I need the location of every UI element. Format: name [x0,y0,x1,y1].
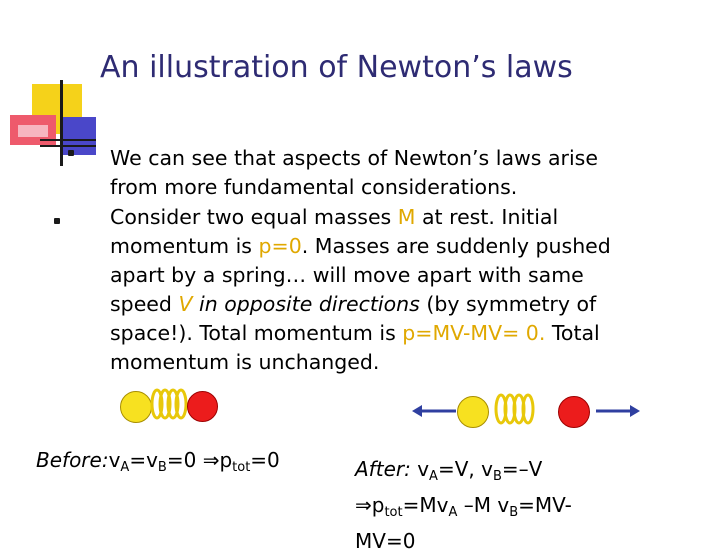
bullet-text-2: Consider two equal masses M at rest. Initial momentum is p=0. Masses are suddenly pushed apart by a spring… will move apart with same speed V in opposite directions (by symmetry of space!). Total momentum is p=MV-MV= 0. Total momentum is unchanged. [110,205,611,374]
red-ball [558,396,590,428]
corner-decoration-line [40,139,96,141]
bullet-text-1: We can see that aspects of Newton’s laws arise from more fundamental considerations. [110,146,598,199]
corner-decoration-line [40,145,96,147]
bullet-icon [54,218,60,224]
spring-coil-icon [150,386,188,422]
slide-title: An illustration of Newton’s laws [100,50,573,85]
before-label: $Before:v_A=v_B=0$ $\Rightarrow p_{tot}=0$ [36,448,280,475]
corner-decoration-blue [62,117,96,155]
yellow-ball [457,396,489,428]
yellow-ball [120,391,152,423]
red-ball [187,391,218,422]
right-arrow-icon [594,404,640,418]
left-arrow-icon [412,404,458,418]
corner-decoration-line [60,80,63,166]
spring-coil-icon [493,391,537,427]
bullet-icon [68,150,74,156]
after-label: After: $v_A=V$, $v_B=-V$ $\Rightarrow p_{tot}=Mv_A$ –M $v_B=MV-$ MV=0 [355,457,572,553]
